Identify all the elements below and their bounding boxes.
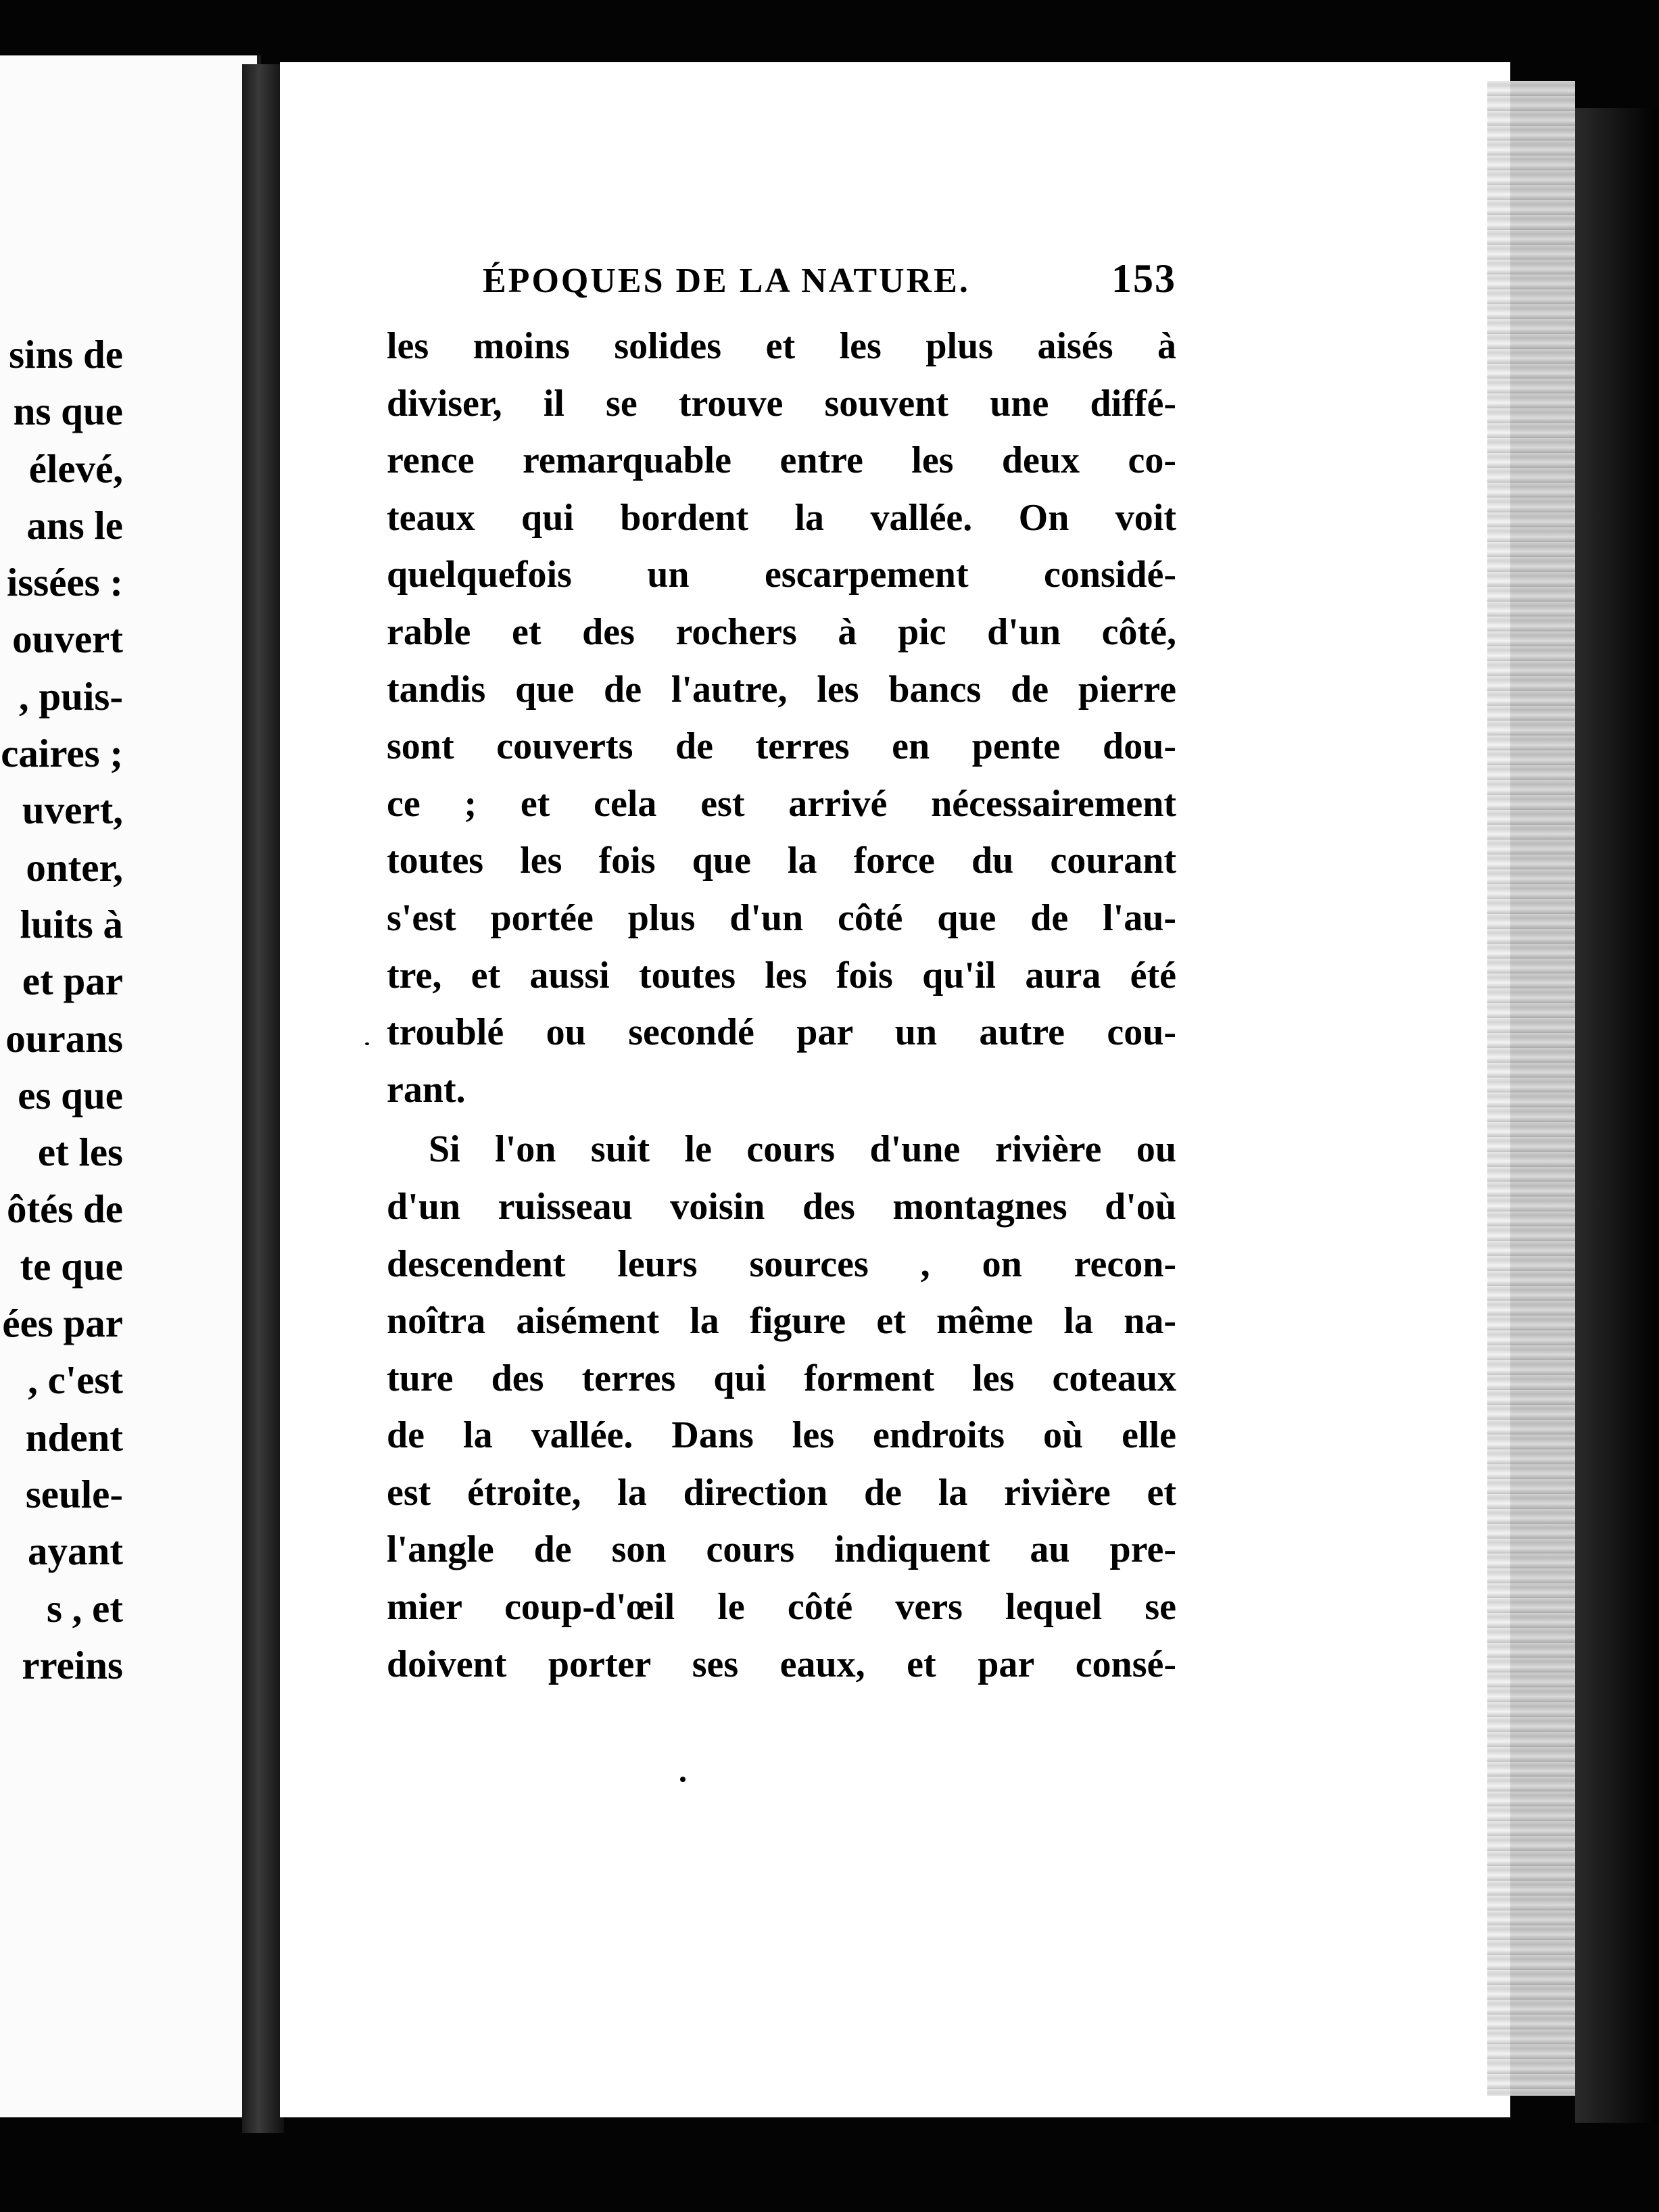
stray-mark bbox=[680, 1777, 686, 1782]
left-page-fragment: es que bbox=[18, 1072, 123, 1117]
left-page-fragment: sins de bbox=[9, 332, 123, 377]
left-page-fragment: ns que bbox=[13, 389, 123, 434]
left-page-fragment: élevé, bbox=[28, 446, 123, 491]
running-head bbox=[387, 256, 1176, 318]
text-line: d'un ruisseau voisin des montagnes d'où bbox=[387, 1185, 1176, 1228]
left-page-fragment: te que bbox=[20, 1243, 123, 1289]
text-line: les moins solides et les plus aisés à bbox=[387, 325, 1176, 367]
text-line: rant. bbox=[387, 1068, 466, 1111]
text-line: de la vallée. Dans les endroits où elle bbox=[387, 1414, 1176, 1457]
page-deckle-edge bbox=[1487, 81, 1575, 2096]
left-page-fragment: onter, bbox=[26, 844, 123, 890]
left-page-fragment: ourans bbox=[5, 1015, 123, 1061]
text-line: sont couverts de terres en pente dou- bbox=[387, 725, 1176, 768]
left-page-fragment: issées : bbox=[6, 560, 123, 605]
text-line: doivent porter ses eaux, et par consé- bbox=[387, 1643, 1176, 1685]
left-page-fragment: , c'est bbox=[28, 1357, 123, 1403]
left-page-fragment: ndent bbox=[25, 1414, 123, 1460]
text-line: teaux qui bordent la vallée. On voit bbox=[387, 496, 1176, 539]
page-text-block bbox=[387, 256, 1176, 1693]
left-page-fragment: ées par bbox=[2, 1301, 123, 1346]
text-line: l'angle de son cours indiquent au pre- bbox=[387, 1529, 1176, 1571]
left-page-fragment: caires ; bbox=[1, 731, 123, 776]
text-line: quelquefois un escarpement considé- bbox=[387, 554, 1176, 596]
text-line: rence remarquable entre les deux co- bbox=[387, 439, 1176, 482]
left-page-fragment: ouvert bbox=[12, 617, 123, 662]
left-page-fragment: s , et bbox=[46, 1585, 123, 1631]
paragraph bbox=[387, 1121, 1176, 1693]
body-paragraphs bbox=[387, 318, 1176, 1693]
left-page-fragment: ayant bbox=[28, 1529, 123, 1574]
left-page-fragment: ans le bbox=[26, 502, 123, 548]
text-line: ture des terres qui forment les coteaux bbox=[387, 1357, 1176, 1399]
left-page-text-fragments bbox=[0, 326, 123, 1693]
text-line: tandis que de l'autre, les bancs de pierre bbox=[387, 668, 1176, 711]
left-page-fragment: rreins bbox=[22, 1642, 123, 1687]
left-page-fragment: et les bbox=[37, 1130, 123, 1175]
text-line: tre, et aussi toutes les fois qu'il aura été bbox=[387, 954, 1176, 996]
text-line: est étroite, la direction de la rivière et bbox=[387, 1471, 1176, 1514]
left-page-fragment: seule- bbox=[25, 1471, 123, 1516]
running-head-title: ÉPOQUES DE LA NATURE. bbox=[483, 262, 970, 300]
text-line: s'est portée plus d'un côté que de l'au- bbox=[387, 896, 1176, 939]
text-line: Si l'on suit le cours d'une rivière ou bbox=[429, 1128, 1176, 1171]
text-line: noîtra aisément la figure et même la na- bbox=[387, 1300, 1176, 1343]
page-number: 153 bbox=[1111, 256, 1176, 301]
left-page-fragment: et par bbox=[22, 959, 123, 1004]
left-page bbox=[0, 55, 261, 2117]
text-line: diviser, il se trouve souvent une diffé- bbox=[387, 382, 1176, 425]
text-line: descendent leurs sources , on recon- bbox=[387, 1243, 1176, 1285]
text-line: toutes les fois que la force du courant bbox=[387, 840, 1176, 882]
left-page-fragment: uvert, bbox=[22, 788, 123, 833]
book-gutter bbox=[242, 64, 284, 2133]
left-page-fragment: , puis- bbox=[18, 673, 123, 719]
left-page-fragment: ôtés de bbox=[6, 1186, 123, 1232]
left-page-fragment: luits à bbox=[20, 901, 123, 946]
page-edge-shadow bbox=[1575, 108, 1659, 2123]
paragraph bbox=[387, 318, 1176, 1118]
text-line: mier coup-d'œil le côté vers lequel se bbox=[387, 1586, 1176, 1629]
stray-mark bbox=[365, 1042, 369, 1045]
text-line: ce ; et cela est arrivé nécessairement bbox=[387, 782, 1176, 825]
text-line: troublé ou secondé par un autre cou- bbox=[387, 1011, 1176, 1054]
text-line: rable et des rochers à pic d'un côté, bbox=[387, 610, 1176, 653]
